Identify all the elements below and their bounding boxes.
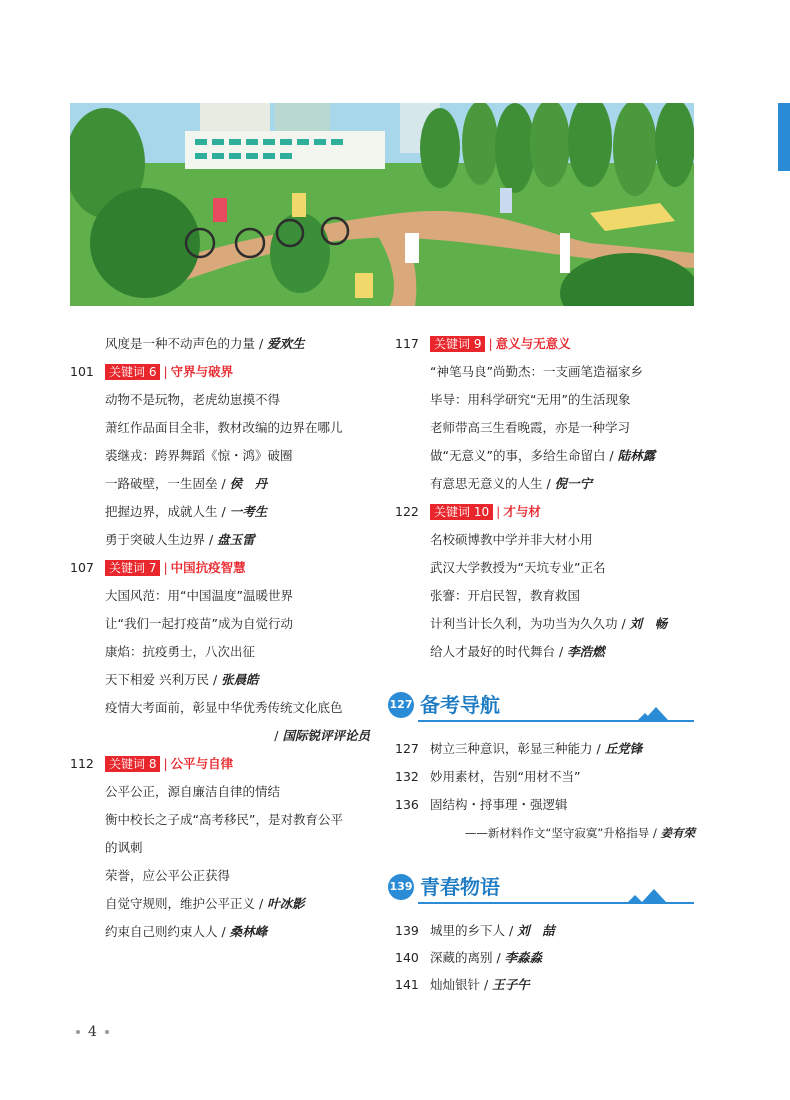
toc-entry[interactable]: 武汉大学教授为“天坑专业”正名 [430,560,606,575]
toc-entry[interactable]: 的讽刺 [105,840,143,855]
toc-entry[interactable]: 疫情大考面前，彰显中华优秀传统文化底色 [105,700,343,715]
toc-entry[interactable]: 约束自己则约束人人 / 桑林峰 [105,924,268,939]
section-number-badge: 127 [388,692,414,718]
page-footer [68,1024,117,1040]
toc-entry[interactable]: 公平公正，源自廉洁自律的情结 [105,784,281,799]
page-number: 4 [88,1024,97,1040]
keyword-badge: 关键词 10 [430,504,493,520]
toc-entry[interactable]: 给人才最好的时代舞台 / 李浩燃 [430,644,605,659]
toc-entry[interactable]: 张謇：开启民智，教育救国 [430,588,581,603]
dot-decoration [76,1030,80,1034]
toc-entry[interactable]: 计利当计长久利，为功当为久久功 / 刘 畅 [430,616,668,631]
toc-entry[interactable]: 139 城里的乡下人 / 刘 喆 [395,923,555,938]
triangle-decoration [644,707,668,720]
section-tab-marker [778,103,790,171]
park-illustration-svg [70,103,694,306]
toc-entry[interactable]: 裘继戎：跨界舞蹈《惊・鸿》破圈 [105,448,293,463]
toc-entry[interactable]: 140 深藏的离别 / 李淼淼 [395,950,543,965]
toc-entry[interactable]: 老师带高三生看晚霞，亦是一种学习 [430,420,631,435]
dot-decoration [105,1030,109,1034]
toc-entry[interactable]: 一路破壁，一生固垒 / 侯 丹 [105,476,268,491]
keyword-heading[interactable]: 122 关键词 10 | 才与材 [395,504,541,519]
section-underline [418,902,694,904]
toc-exam-guide-list [395,740,695,852]
toc-entry[interactable]: 132 妙用素材，告别“用材不当” [395,769,581,784]
toc-entry[interactable]: 风度是一种不动声色的力量 / 爱欢生 [105,336,305,351]
section-title: 备考导航 [420,693,500,717]
toc-entry[interactable]: 名校硕博教中学并非大材小用 [430,532,593,547]
toc-entry[interactable]: “神笔马良”尚勤杰：一支画笔造福家乡 [430,364,643,379]
toc-entry[interactable]: 让“我们一起打疫苗”成为自觉行动 [105,616,293,631]
toc-entry[interactable]: 天下相爱 兴利万民 / 张晨皓 [105,672,259,687]
section-header-youth-stories[interactable] [388,872,694,904]
toc-entry[interactable]: 勇于突破人生边界 / 盘玉雷 [105,532,255,547]
keyword-badge: 关键词 9 [430,336,485,352]
toc-entry[interactable]: 做“无意义”的事，多给生命留白 / 陆林露 [430,448,656,463]
triangle-decoration [642,889,666,902]
keyword-heading[interactable]: 107 关键词 7 | 中国抗疫智慧 [70,560,246,575]
section-header-exam-guide[interactable] [388,690,694,722]
keyword-heading[interactable]: 101 关键词 6 | 守界与破界 [70,364,234,379]
section-number-badge: 139 [388,874,414,900]
toc-entry[interactable]: 127 树立三种意识，彰显三种能力 / 丘党锋 [395,741,643,756]
toc-entry-author-line: / 国际锐评评论员 [274,728,370,743]
toc-entry[interactable]: 把握边界，成就人生 / 一考生 [105,504,268,519]
toc-youth-stories-list [395,922,695,1003]
toc-entry[interactable]: 萧红作品面目全非，教材改编的边界在哪儿 [105,420,343,435]
keyword-badge: 关键词 6 [105,364,160,380]
section-underline [418,720,694,722]
toc-entry[interactable]: 康焰：抗疫勇士，八次出征 [105,644,256,659]
toc-entry[interactable]: 有意思无意义的人生 / 倪一宁 [430,476,593,491]
keyword-badge: 关键词 8 [105,756,160,772]
section-title: 青春物语 [420,875,500,899]
toc-entry[interactable]: 毕导：用科学研究“无用”的生活现象 [430,392,631,407]
keyword-badge: 关键词 7 [105,560,160,576]
toc-entry[interactable]: 大国风范：用“中国温度”温暖世界 [105,588,293,603]
toc-entry[interactable]: 动物不是玩物，老虎幼崽摸不得 [105,392,281,407]
park-illustration [70,103,694,306]
toc-entry[interactable]: 自觉守规则，维护公平正义 / 叶冰影 [105,896,305,911]
toc-entry-subtitle: ——新材料作文“坚守寂寞”升格指导 / 姜有荣 [464,826,695,840]
keyword-heading[interactable]: 112 关键词 8 | 公平与自律 [70,756,234,771]
toc-entry[interactable]: 136 固结构・捋事理・强逻辑 [395,797,568,812]
keyword-heading[interactable]: 117 关键词 9 | 意义与无意义 [395,336,571,351]
toc-entry[interactable]: 141 灿灿银针 / 王子午 [395,977,530,992]
toc-entry[interactable]: 衡中校长之子成“高考移民”，是对教育公平 [105,812,343,827]
triangle-decoration [628,895,642,902]
toc-left-column [70,335,370,951]
toc-right-column [395,335,695,671]
toc-entry[interactable]: 荣誉，应公平公正获得 [105,868,231,883]
